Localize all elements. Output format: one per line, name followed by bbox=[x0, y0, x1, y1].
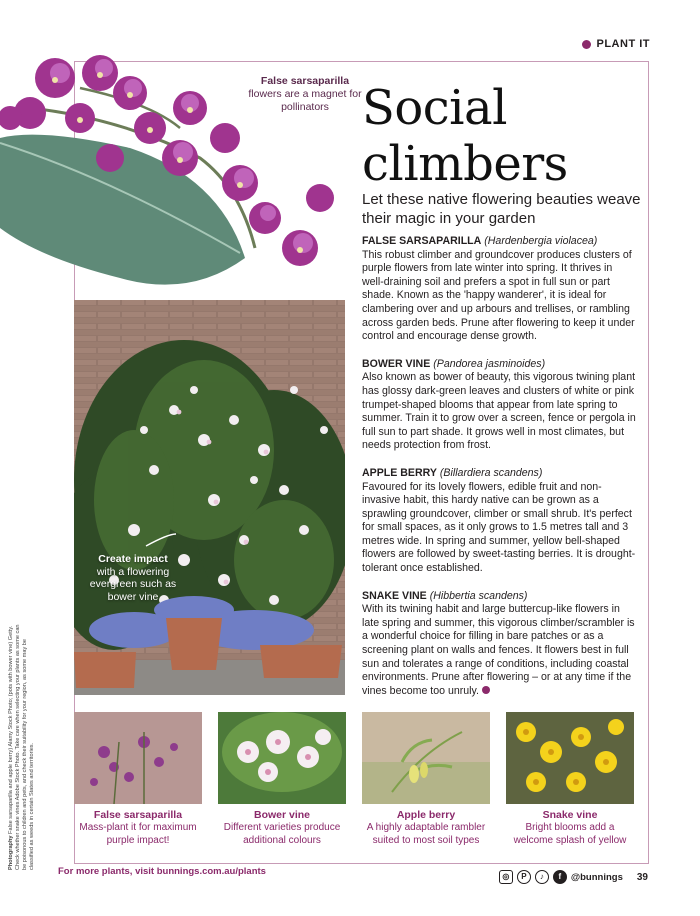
plant-description: Also known as bower of beauty, this vigorous twining plant has glossy dark-green leaves and clusters of white or pink trumpet-shaped blooms that appear from late spring to summer. Train it to grow over a screen, fence or pergola in full sun to part shade. It grows well in most climates, but needs protection from frost. bbox=[362, 371, 636, 452]
pinterest-icon[interactable]: P bbox=[517, 870, 531, 884]
body-column bbox=[362, 235, 636, 712]
thumbnail-title: Apple berry bbox=[396, 809, 456, 821]
plant-latin-name: (Hibbertia scandens) bbox=[429, 589, 528, 602]
credit-label: Photography bbox=[8, 835, 14, 870]
callout-flower-text: flowers are a magnet for pollinators bbox=[248, 88, 362, 113]
title-line-2: climbers bbox=[362, 136, 568, 192]
thumbnail-title: False sarsaparilla bbox=[93, 809, 183, 821]
thumbnail-photo-snake-vine bbox=[506, 712, 634, 804]
callout-hero-title: Create impact bbox=[98, 553, 168, 565]
plant-name: FALSE SARSAPARILLA bbox=[362, 235, 482, 247]
thumbnail-row bbox=[74, 712, 634, 847]
end-mark-icon bbox=[482, 686, 490, 694]
instagram-icon[interactable]: ◎ bbox=[499, 870, 513, 884]
thumbnail-card bbox=[506, 712, 634, 847]
section-tag bbox=[582, 38, 651, 50]
photo-credit bbox=[8, 620, 36, 870]
thumbnail-caption: Bright blooms add a welcome splash of yellow bbox=[513, 822, 627, 846]
callout-false-sarsaparilla bbox=[245, 75, 365, 114]
plant-name: APPLE BERRY bbox=[362, 466, 437, 479]
plant-entry bbox=[362, 235, 636, 344]
plant-latin-name: (Hardenbergia violacea) bbox=[484, 235, 598, 247]
facebook-icon[interactable]: f bbox=[553, 870, 567, 884]
title-line-1: Social bbox=[362, 80, 507, 136]
page-number: 39 bbox=[636, 871, 648, 883]
plant-entry bbox=[362, 590, 636, 699]
callout-hero-text: with a flowering evergreen such as bower vine bbox=[89, 565, 177, 603]
bullet-dot-icon bbox=[582, 40, 591, 49]
thumbnail-card bbox=[74, 712, 202, 847]
credit-text: False sarsaparilla and apple berry) Alamy Stock Photo; (pots with bower vine) Getty. Check whether snake vines Adobe Stock Photo. Take care when selecting your plants as some can be poisonous to children and pets, and check their suitability for your region, as some may be classified as weeds in certain States and territories. bbox=[8, 624, 35, 870]
thumbnail-card bbox=[218, 712, 346, 847]
plant-latin-name: (Billardiera scandens) bbox=[439, 466, 543, 479]
social-handle: @bunnings bbox=[570, 871, 623, 883]
hero-photo-bower-vine bbox=[74, 300, 345, 695]
plant-entry bbox=[362, 467, 636, 576]
section-label: PLANT IT bbox=[596, 38, 650, 50]
plant-name: BOWER VINE bbox=[362, 357, 431, 370]
thumbnail-photo-false-sarsaparilla bbox=[74, 712, 202, 804]
thumbnail-title: Snake vine bbox=[542, 809, 598, 821]
footer-link[interactable]: For more plants, visit bunnings.com.au/plants bbox=[58, 866, 266, 877]
social-links bbox=[499, 870, 648, 884]
thumbnail-caption: Mass-plant it for maximum purple impact! bbox=[79, 822, 197, 846]
thumbnail-caption: A highly adaptable rambler suited to most soil types bbox=[366, 822, 486, 846]
plant-latin-name: (Pandorea jasminoides) bbox=[433, 357, 546, 370]
plant-description: Favoured for its lovely flowers, edible fruit and non-invasive habit, this hardy native can be grown as a sprawling groundcover, climber or small shrub. It's perfect for small spaces, as it only grows to 1.5 metres tall and 3 metres wide. In spring and summer, yellow bell-shaped flowers are followed by sweet-tasting berries. It is drought-tolerant once established. bbox=[362, 480, 636, 575]
thumbnail-title: Bower vine bbox=[253, 809, 311, 821]
tiktok-icon[interactable]: ♪ bbox=[535, 870, 549, 884]
plant-name: SNAKE VINE bbox=[362, 589, 427, 602]
thumbnail-photo-bower-vine bbox=[218, 712, 346, 804]
callout-flower-title: False sarsaparilla bbox=[260, 75, 350, 87]
plant-entry bbox=[362, 358, 636, 453]
plant-description: With its twining habit and large buttercup-like flowers in late spring and summer, this vigorous climber/scrambler is a wonderful choice for filling in bare patches or as a screening plant on walls and fences. It flowers best in full sun and tolerates a range of conditions, including coastal environments. Prune after flowering – or at any time if the vines become too unruly. bbox=[362, 603, 635, 697]
page-title bbox=[362, 80, 568, 192]
thumbnail-photo-apple-berry bbox=[362, 712, 490, 804]
thumbnail-card bbox=[362, 712, 490, 847]
page-subtitle: Let these native flowering beauties weave their magic in your garden bbox=[362, 191, 641, 227]
callout-create-impact bbox=[83, 553, 183, 603]
plant-description: This robust climber and groundcover produces clusters of purple flowers from late winter into spring. It thrives in well-draining soil and prefers a spot in full sun or part shade. Known as the 'happy wanderer', it is ideal for clambering over and up arbours and trellises, or rambling across garden beds. Prune after flowering to keep it under control and encourage dense growth. bbox=[362, 248, 635, 343]
thumbnail-caption: Different varieties produce additional colours bbox=[223, 822, 341, 846]
